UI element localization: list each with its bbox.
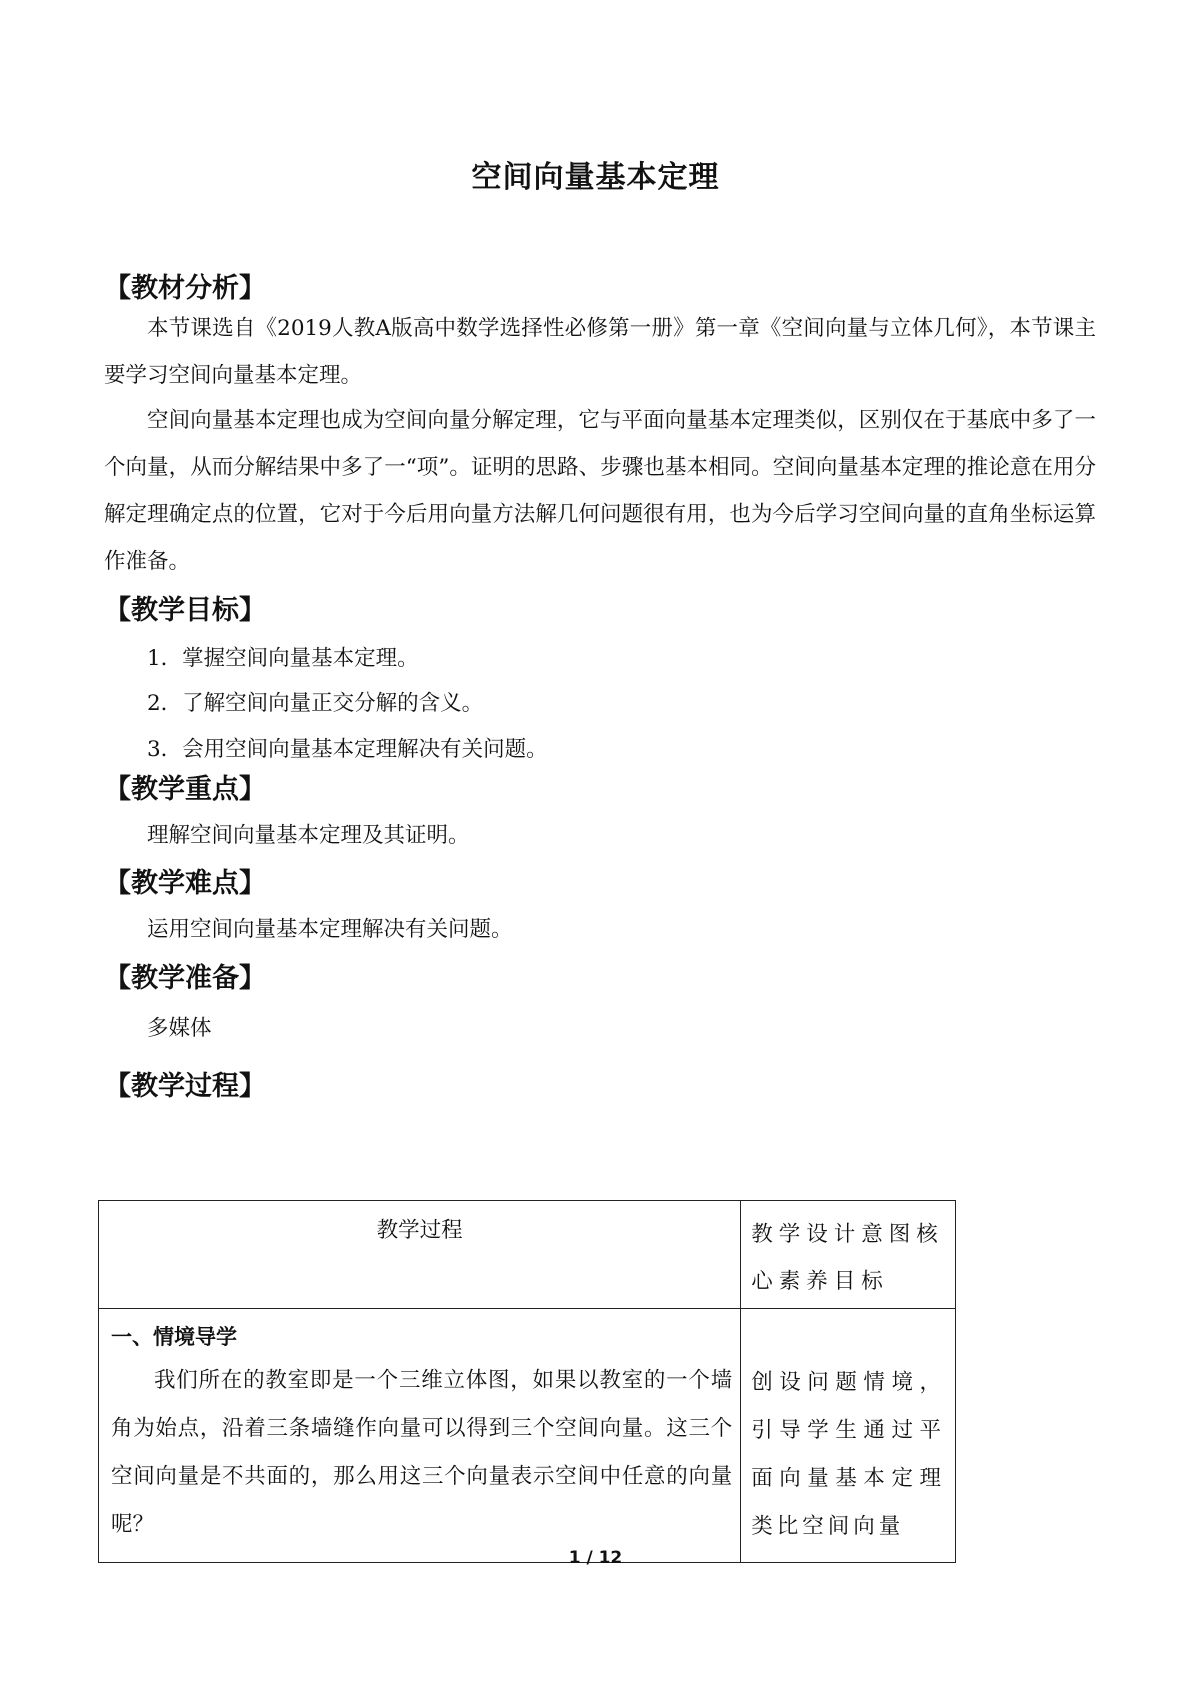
difficulties-text: 运用空间向量基本定理解决有关问题。: [147, 917, 513, 942]
table-cell-intent: [741, 1309, 956, 1563]
row-text: 我们所在的教室即是一个三维立体图，如果以教室的一个墙角为始点，沿着三条墙缝作向量可以得到三个空间向量。这三个空间向量是不共面的，那么用这三个向量表示空间中任意的向量呢？: [111, 1368, 733, 1537]
section-heading-goals: 【教学目标】: [104, 595, 266, 626]
teaching-process-table: [98, 1200, 956, 1563]
document-title: 空间向量基本定理: [471, 160, 720, 195]
key-points-text: 理解空间向量基本定理及其证明。: [147, 823, 470, 848]
table-header-row: [99, 1201, 956, 1309]
section-heading-preparation: 【教学准备】: [104, 963, 266, 994]
row-intent-text: 创设问题情境，引导学生通过平面向量基本定理类比空间向量: [751, 1370, 945, 1539]
table-header-intent: 教学设计意图核心素养目标: [741, 1201, 956, 1309]
section-heading-key-points: 【教学重点】: [104, 774, 266, 805]
goal-item-3: 3．会用空间向量基本定理解决有关问题。: [147, 737, 548, 762]
materials-paragraph-1: 本节课选自《2019人教A版高中数学选择性必修第一册》第一章《空间向量与立体几何》，本节课主要学习空间向量基本定理。: [104, 316, 1096, 388]
section-heading-process: 【教学过程】: [104, 1071, 266, 1102]
materials-paragraph-2: 空间向量基本定理也成为空间向量分解定理，它与平面向量基本定理类似，区别仅在于基底中多了一个向量，从而分解结果中多了一“项”。证明的思路、步骤也基本相同。空间向量基本定理的推论意在用分解定理确定点的位置，它对于今后用向量方法解几何问题很有用，也为今后学习空间向量的直角坐标运算作准备。: [104, 408, 1096, 574]
goal-item-1: 1．掌握空间向量基本定理。: [147, 646, 419, 671]
page-number: 1 / 12: [568, 1548, 623, 1568]
row-subheading: 一、情境导学: [111, 1325, 237, 1349]
section-heading-materials: 【教材分析】: [104, 273, 266, 304]
table-cell-process: [99, 1309, 741, 1563]
goal-item-2: 2．了解空间向量正交分解的含义。: [147, 691, 484, 716]
preparation-text: 多媒体: [147, 1016, 212, 1041]
section-heading-difficulties: 【教学难点】: [104, 868, 266, 899]
table-header-process: 教学过程: [99, 1201, 741, 1309]
table-row: [99, 1309, 956, 1563]
